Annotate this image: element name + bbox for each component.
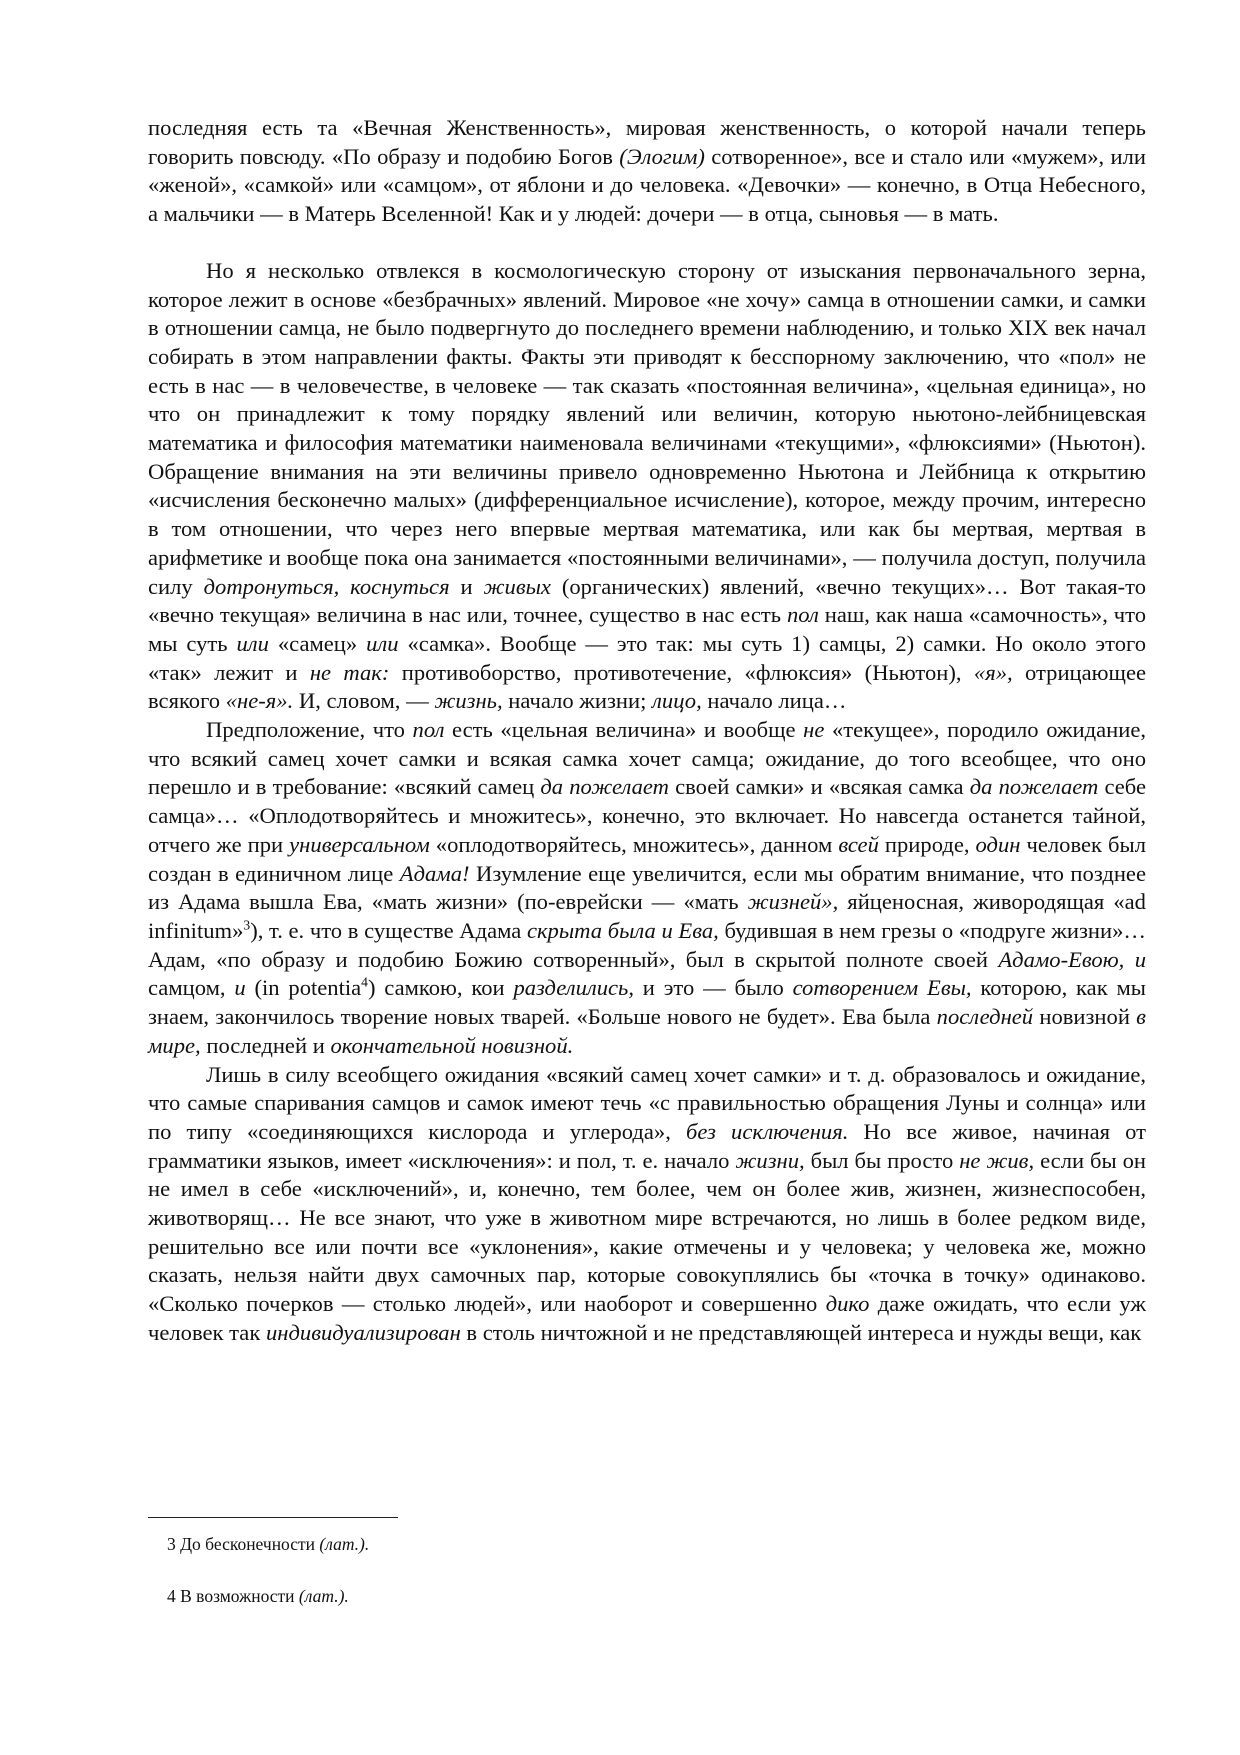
footnote-3 xyxy=(167,1533,369,1555)
text-run: будившая в нем грезы о «подруге жизни»… Адам, «по образу и подобию Божию сотворенный», был в скрытой полноте своей xyxy=(148,917,1146,972)
text-run: отрицающее всякого xyxy=(148,659,1147,714)
text-run: был бы просто xyxy=(804,1147,960,1173)
italic-run: скрыта была и Ева, xyxy=(526,917,719,943)
text-run: начало лица… xyxy=(701,688,847,714)
text-run: и xyxy=(449,573,484,599)
italic-run: универсальном xyxy=(289,831,430,857)
paragraph xyxy=(148,257,1146,716)
italic-run: разделились, xyxy=(513,975,634,1001)
text-run: (in potentia xyxy=(245,975,362,1001)
text-run: в столь ничтожной и не представляющей интереса и нужды вещи, как xyxy=(460,1319,1142,1345)
footnote-number: 3 xyxy=(167,1534,176,1554)
text-run: есть «цельная величина» и вообще xyxy=(444,717,804,743)
italic-run: индивидуализирован xyxy=(265,1319,461,1345)
italic-run: «не-я». xyxy=(225,688,294,714)
text-run: человек был создан в единичном лице xyxy=(148,831,1146,886)
italic-run: без исключения. xyxy=(686,1118,849,1144)
footnote-divider xyxy=(148,1517,398,1518)
text-run: начало жизни; xyxy=(502,688,653,714)
footnote-text: До бесконечности xyxy=(180,1534,316,1554)
italic-run: «я», xyxy=(973,659,1013,685)
text-run: Но все живое, начиная от грамматики языков, имеет «исключения»: и пол, т. е. начало xyxy=(148,1118,1147,1173)
footnote-ref: 4 xyxy=(361,974,368,990)
text-run: «текущее», породило ожидание, что всякий самец хочет самки и всякая самка хочет самца; ожидание, до того всеобщее, что оно перешло и в требование: «всякий самец xyxy=(148,717,1147,800)
italic-run: один xyxy=(975,831,1021,857)
text-run: «самец» xyxy=(268,630,367,656)
italic-run: жизнь, xyxy=(434,688,503,714)
text-run: даже ожидать, что если уж человек так xyxy=(148,1291,1146,1345)
italic-run: жизни, xyxy=(735,1147,805,1173)
text-run: своей самки» и «всякая самка xyxy=(668,774,970,800)
paragraph xyxy=(148,114,1146,229)
italic-run: последней xyxy=(936,1004,1034,1030)
text-run: последней и xyxy=(200,1032,331,1058)
text-run: ) самкою, кои xyxy=(367,975,514,1001)
italic-run: Адамо-Евою, и xyxy=(998,946,1146,972)
text-run: ), т. е. что в существе Адама xyxy=(250,917,527,943)
text-run: противоборство, противотечение, «флюксия» (Ньютон), xyxy=(389,659,974,685)
italic-run: или xyxy=(366,630,399,656)
text-run: которою, как мы знаем, закончилось творение новых тварей. «Больше нового не будет». Ева была xyxy=(148,975,1146,1030)
paragraph xyxy=(148,716,1146,1060)
italic-run: дотронуться, коснуться xyxy=(203,573,450,599)
text-run: (органических) явлений, «вечно текущих»… Вот такая-то «вечно текущая» величина в нас или, точнее, существо в нас есть xyxy=(148,573,1147,628)
text-run: самцом, xyxy=(148,975,235,1001)
italic-run: да пожелает xyxy=(969,774,1099,800)
italic-run: в мире, xyxy=(148,1004,1146,1058)
italic-run: жизней», xyxy=(747,889,839,915)
footnote-4 xyxy=(167,1585,349,1607)
italic-run: всей xyxy=(838,831,879,857)
text-run: и это — было xyxy=(633,975,793,1001)
italic-run: дико xyxy=(825,1291,870,1317)
body-text xyxy=(148,114,1146,1348)
footnote-ref: 3 xyxy=(243,917,251,933)
text-run: яйценосная, живородящая «ad infinitum» xyxy=(148,889,1146,943)
text-run: наш, как наша «самочность», что мы суть xyxy=(148,602,1146,656)
footnote-text: В возможности xyxy=(180,1586,295,1606)
paragraph-gap xyxy=(148,229,1146,257)
italic-run: пол xyxy=(412,717,445,743)
footnote-note: (лат.). xyxy=(319,1534,370,1554)
text-run: природе, xyxy=(878,831,976,857)
text-run: Но я несколько отвлекся в космологическую сторону от изыскания первоначального зерна, которое лежит в основе «безбрачных» явлений. Мировое «не хочу» самца в отношении самки, и самки в отношении самца, не было подвергнуто до последнего времени наблюдению, и только XIX век начал собирать в этом направлении факты. Факты эти приводят к бесспорному заключению, что «пол» не есть в нас — в человечестве, в человеке — так сказать «постоянная величина», «цельная единица», но что он принадлежит к тому порядку явлений или величин, которую ньютоно-лейбницевская математика и философия математики наименовала величинами «текущими», «флюксиями» (Ньютон). Обращение внимания на эти величины привело одновременно Ньютона и Лейбница к открытию «исчисления бесконечно малых» (дифференциальное исчисление), которое, между прочим, интересно в том отношении, что через него впервые мертвая математика, или как бы мертвая, мертвая в арифметике и вообще пока она занимается «постоянными величинами», — получила доступ, получила силу xyxy=(148,257,1146,599)
text-run: себе самца»… «Оплодотворяйтесь и множитесь», конечно, это включает. Но навсегда останется тайной, отчего же при xyxy=(148,774,1147,857)
text-run: новизной xyxy=(1033,1004,1137,1030)
text-run: Изумление еще увеличится, если мы обратим внимание, что позднее из Адама вышла Ева, «мать жизни» (по-еврейски — «мать xyxy=(148,860,1146,915)
italic-run: окончательной новизной. xyxy=(330,1032,574,1058)
italic-run: не xyxy=(803,717,825,743)
italic-run: не жив, xyxy=(959,1147,1035,1173)
footnote-note: (лат.). xyxy=(298,1586,349,1606)
text-run: сотворенное», все и стало или «мужем», или «женой», «самкой» или «самцом», от яблони и до человека. «Девочки» — конечно, в Отца Небесного, а мальчики — в Матерь Вселенной! Как и у людей: дочери — в отца, сыновья — в мать. xyxy=(148,143,1146,227)
italic-run: сотворением Евы, xyxy=(792,975,972,1001)
text-run: «самка». Вообще — это так: мы суть 1) самцы, 2) самки. Но около этого «так» лежит и xyxy=(148,630,1147,685)
italic-run: и xyxy=(234,975,246,1001)
italic-run: или xyxy=(236,630,269,656)
italic-run: пол xyxy=(786,602,819,628)
italic-run: да пожелает xyxy=(540,774,669,800)
footnote-number: 4 xyxy=(167,1586,176,1606)
italic-run: (Элогим) xyxy=(619,143,705,169)
text-run: если бы он не имел в себе «исключений», и, конечно, тем более, чем он более жив, жизнен, жизнеспособен, животворящ… Не все знают, что уже в животном мире встречаются, но лишь в более редком виде, решительно все или почти все «уклонения», какие отмечены и у человека; у человека же, можно сказать, нельзя найти двух самочных пар, которые совокуплялись бы «точка в точку» одинаково. «Сколько почерков — столько людей», или наоборот и совершенно xyxy=(148,1147,1147,1317)
text-run: И, словом, — xyxy=(293,688,435,714)
text-run: Предположение, что xyxy=(206,717,413,743)
text-run: Лишь в силу всеобщего ожидания «всякий самец хочет самки» и т. д. образовалось и ожидание, что самые спаривания самцов и самок имеют течь «с правильностью обращения Луны и солнца» или по типу «соединяющихся кислорода и углерода», xyxy=(148,1061,1146,1144)
text-run: «оплодотворяйтесь, множитесь», данном xyxy=(429,831,839,857)
italic-run: Адама! xyxy=(399,860,470,886)
text-run: последняя есть та «Вечная Женственность», мировая женственность, о которой начали теперь говорить повсюду. «По образу и подобию Богов xyxy=(148,115,1146,169)
paragraph xyxy=(148,1061,1146,1348)
italic-run: не так: xyxy=(309,659,390,685)
italic-run: лицо, xyxy=(652,688,702,714)
italic-run: живых xyxy=(483,573,551,599)
